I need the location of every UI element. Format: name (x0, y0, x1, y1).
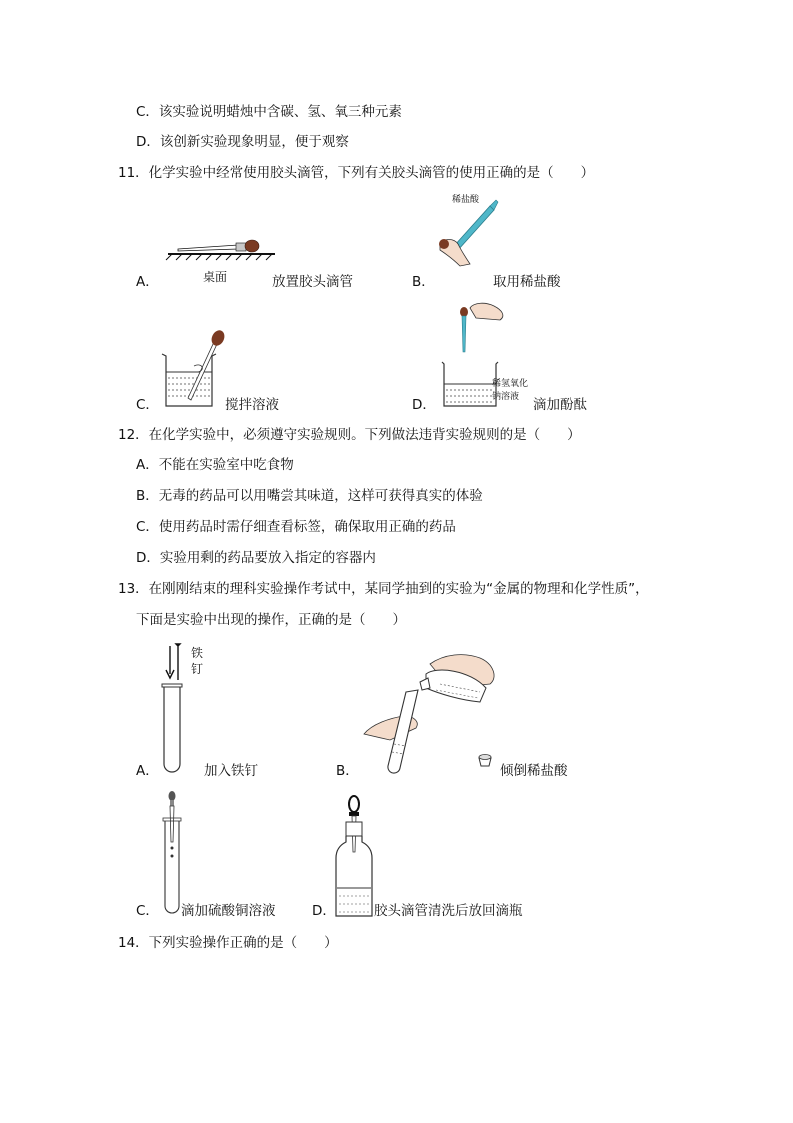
bottle-stopper-icon (476, 752, 494, 770)
q11-stem: 11．化学实验中经常使用胶头滴管，下列有关胶头滴管的使用正确的是（ ） (118, 165, 595, 181)
q13-b-caption: 倾倒稀盐酸 (500, 763, 568, 779)
q10-option-c: C．该实验说明蜡烛中含碳、氢、氧三种元素 (136, 104, 402, 120)
q12-option-d: D．实验用剩的药品要放入指定的容器内 (136, 550, 376, 566)
q12-stem: 12．在化学实验中，必须遵守实验规则。下列做法违背实验规则的是（ ） (118, 427, 581, 443)
q10-option-d: D．该创新实验现象明显，便于观察 (136, 134, 349, 150)
q11-a-letter: A． (136, 274, 159, 290)
q14-stem: 14．下列实验操作正确的是（ ） (118, 935, 338, 951)
q11-c-letter: C． (136, 397, 159, 413)
q11-d-solution-label-2: 钠溶液 (492, 392, 520, 402)
dropper-into-tube-illustration (158, 790, 182, 918)
q11-c-caption: 搅拌溶液 (225, 397, 279, 413)
q13-c-letter: C． (136, 903, 159, 919)
q13-stem-line-2: 下面是实验中出现的操作，正确的是（ ） (136, 612, 406, 628)
q13-d-letter: D． (312, 903, 336, 919)
q12-option-b: B．无毒的药品可以用嘴尝其味道，这样可获得真实的体验 (136, 488, 483, 504)
q13-c-figure (158, 790, 182, 918)
q13-b-stopper-figure (476, 752, 494, 770)
q11-a-table-label: 桌面 (203, 270, 228, 284)
q13-b-letter: B． (336, 763, 359, 779)
q13-a-nail-label-1: 铁 (191, 646, 204, 660)
q11-c-figure (158, 326, 220, 410)
q11-b-acid-label: 稀盐酸 (452, 195, 480, 205)
q11-b-letter: B． (412, 274, 435, 290)
q11-a-caption: 放置胶头滴管 (272, 274, 353, 290)
q11-d-solution-label-1: 稀氢氧化 (492, 379, 529, 389)
q13-d-caption: 胶头滴管清洗后放回滴瓶 (374, 903, 523, 919)
q13-a-caption: 加入铁钉 (204, 763, 258, 779)
q13-c-caption: 滴加硫酸铜溶液 (181, 903, 276, 919)
q13-stem-line-1: 13．在刚刚结束的理科实验操作考试中，某同学抽到的实验为“金属的物理和化学性质”， (118, 581, 649, 597)
q13-a-letter: A． (136, 763, 159, 779)
q11-d-caption: 滴加酚酞 (533, 397, 587, 413)
q13-a-nail-label-2: 钉 (191, 662, 204, 676)
dropping-bottle-illustration (334, 792, 382, 918)
q11-b-caption: 取用稀盐酸 (493, 274, 561, 290)
q11-d-letter: D． (412, 397, 436, 413)
q13-d-figure (334, 792, 382, 918)
q12-option-c: C．使用药品时需仔细查看标签，确保取用正确的药品 (136, 519, 456, 535)
q12-option-a: A．不能在实验室中吃食物 (136, 457, 294, 473)
beaker-stirring-illustration (158, 326, 220, 410)
